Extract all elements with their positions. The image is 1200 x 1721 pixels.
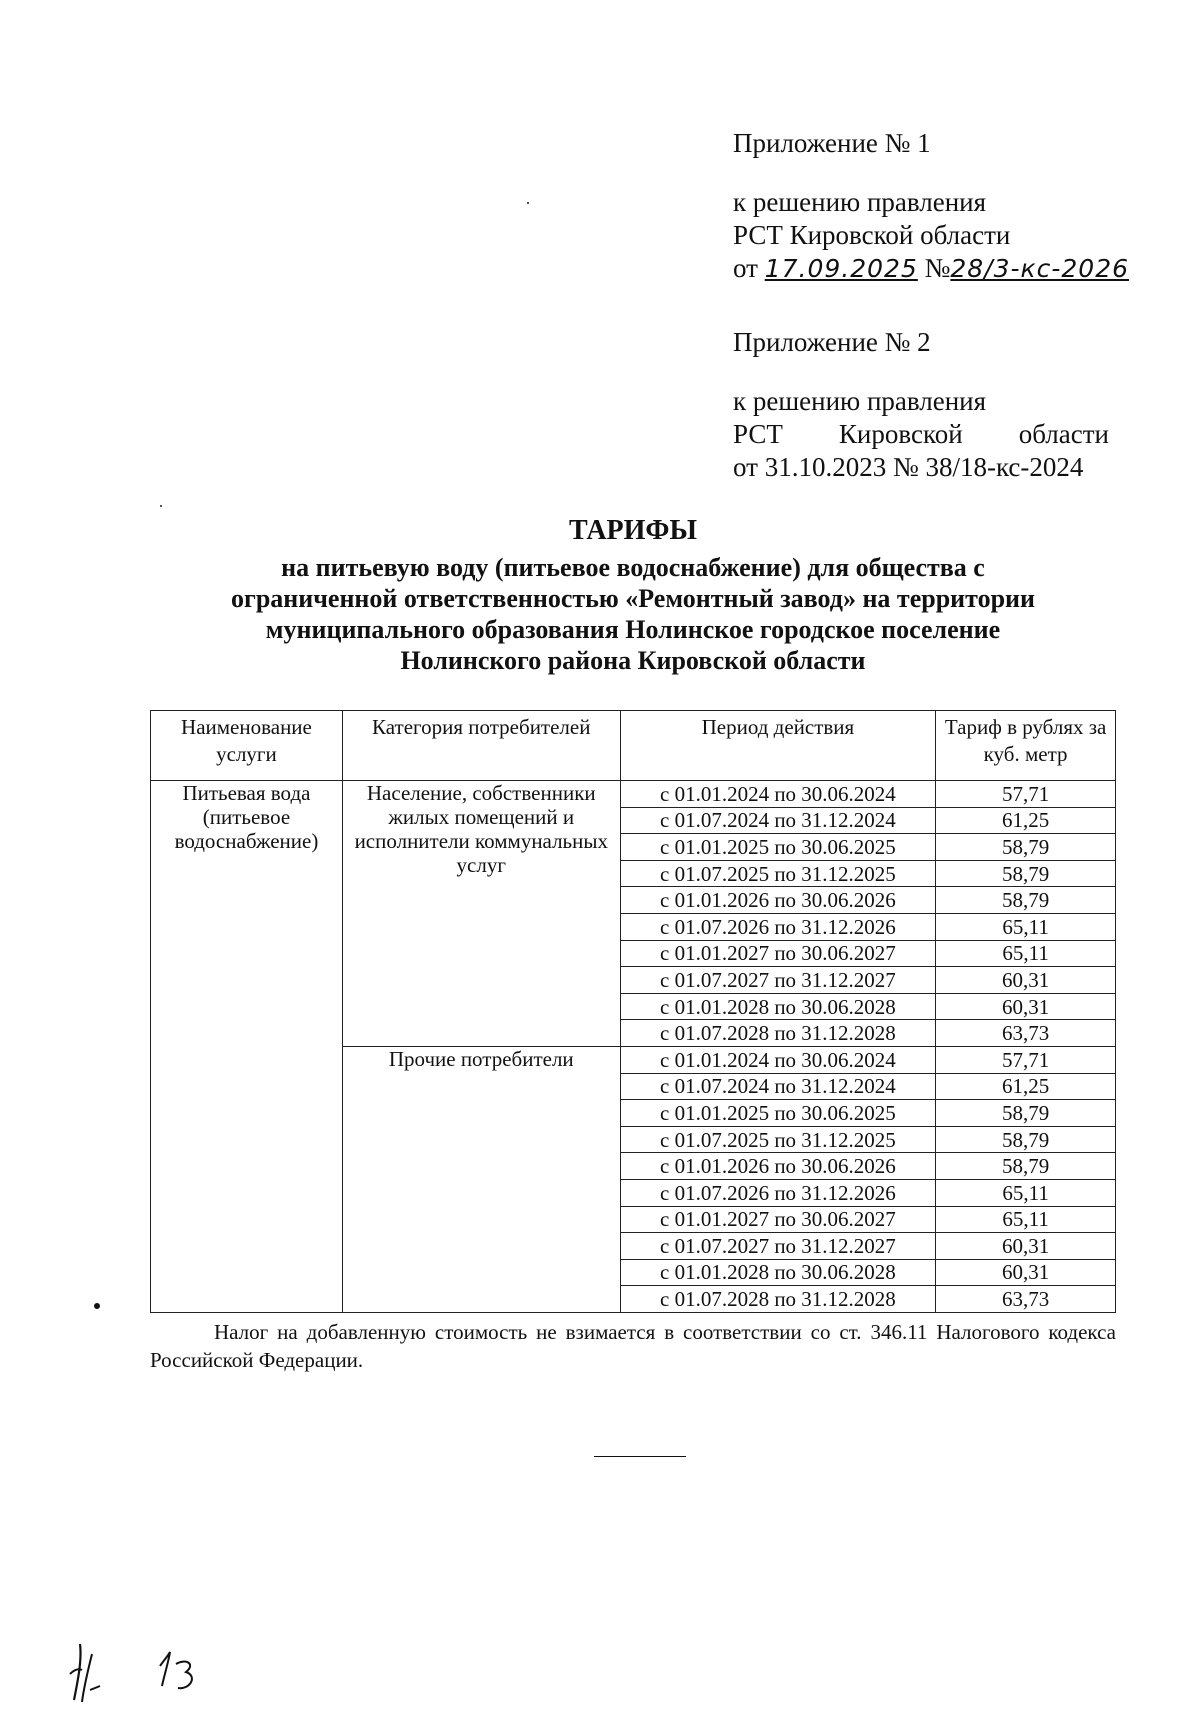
scan-speck — [527, 202, 529, 204]
period-cell: с 01.01.2026 по 30.06.2026 — [620, 887, 936, 914]
period-cell: с 01.01.2027 по 30.06.2027 — [620, 940, 936, 967]
margin-bullet — [94, 1303, 100, 1309]
period-cell: с 01.01.2027 по 30.06.2027 — [620, 1206, 936, 1233]
appendix-1-handwritten-number: 28/3-кс-2026 — [950, 254, 1130, 283]
period-cell: с 01.01.2028 по 30.06.2028 — [620, 993, 936, 1020]
heading-line: муниципального образования Нолинское городское поселение — [265, 615, 1001, 644]
category-cell: Население, собственники жилых помещений и исполнители коммунальных услуг — [342, 781, 620, 1047]
end-rule — [594, 1456, 686, 1457]
appendix-2-date-line: от 31.10.2023 № 38/18-кс-2024 — [733, 452, 1084, 482]
table-row — [151, 781, 1116, 808]
tariff-value-cell: 58,79 — [936, 1126, 1116, 1153]
appendix-1-date-line — [733, 252, 1130, 285]
category-cell: Прочие потребители — [342, 1046, 620, 1312]
period-cell: с 01.07.2026 по 31.12.2026 — [620, 1179, 936, 1206]
period-cell: с 01.07.2028 по 31.12.2028 — [620, 1020, 936, 1047]
heading-line: на питьевую воду (питьевое водоснабжение) для общества с — [281, 553, 985, 582]
tariff-value-cell: 65,11 — [936, 1179, 1116, 1206]
tariff-value-cell: 58,79 — [936, 834, 1116, 861]
period-cell: с 01.01.2028 по 30.06.2028 — [620, 1259, 936, 1286]
tariff-value-cell: 57,71 — [936, 1046, 1116, 1073]
tariff-value-cell: 58,79 — [936, 1153, 1116, 1180]
heading-line: ограниченной ответственностью «Ремонтный завод» на территории — [231, 584, 1035, 613]
appendix-2-authority-word: РСТ — [733, 419, 783, 449]
tariff-value-cell: 60,31 — [936, 1259, 1116, 1286]
tariff-value-cell: 61,25 — [936, 1073, 1116, 1100]
period-cell: с 01.07.2028 по 31.12.2028 — [620, 1286, 936, 1313]
tariff-value-cell: 65,11 — [936, 940, 1116, 967]
period-cell: с 01.07.2027 по 31.12.2027 — [620, 1233, 936, 1260]
document-heading — [150, 515, 1116, 676]
table-header-row — [151, 711, 1116, 781]
scan-speck — [160, 505, 162, 507]
period-cell: с 01.07.2025 по 31.12.2025 — [620, 860, 936, 887]
tariff-value-cell: 65,11 — [936, 1206, 1116, 1233]
header-service: Наименование услуги — [151, 711, 343, 781]
appendix-1-authority-line: РСТ Кировской области — [733, 220, 1011, 250]
tariff-value-cell: 63,73 — [936, 1020, 1116, 1047]
period-cell: с 01.07.2024 по 31.12.2024 — [620, 807, 936, 834]
appendix-1-handwritten-date: 17.09.2025 — [764, 254, 918, 283]
appendix-2-decision-line: к решению правления — [733, 386, 987, 416]
header-category: Категория потребителей — [342, 711, 620, 781]
appendix-1-date-prefix: от — [733, 253, 765, 283]
appendix-2-authority-line — [733, 418, 1109, 451]
tariff-table-body — [151, 781, 1116, 1313]
appendix-2-block — [733, 326, 1113, 484]
tariff-value-cell: 60,31 — [936, 1233, 1116, 1260]
header-period: Период действия — [620, 711, 936, 781]
tariff-value-cell: 60,31 — [936, 993, 1116, 1020]
tariff-value-cell: 60,31 — [936, 967, 1116, 994]
tariff-value-cell: 58,79 — [936, 1100, 1116, 1127]
tariff-table — [150, 710, 1116, 1313]
period-cell: с 01.07.2024 по 31.12.2024 — [620, 1073, 936, 1100]
heading-title: ТАРИФЫ — [569, 515, 697, 546]
heading-line: Нолинского района Кировской области — [400, 646, 866, 675]
period-cell: с 01.01.2026 по 30.06.2026 — [620, 1153, 936, 1180]
handwritten-initials — [52, 1630, 242, 1710]
appendix-1-number-prefix: № — [917, 253, 951, 283]
tariff-value-cell: 58,79 — [936, 860, 1116, 887]
tariff-value-cell: 57,71 — [936, 781, 1116, 808]
period-cell: с 01.01.2025 по 30.06.2025 — [620, 1100, 936, 1127]
period-cell: с 01.07.2026 по 31.12.2026 — [620, 913, 936, 940]
tariff-value-cell: 61,25 — [936, 807, 1116, 834]
header-tariff: Тариф в рублях за куб. метр — [936, 711, 1116, 781]
period-cell: с 01.01.2025 по 30.06.2025 — [620, 834, 936, 861]
period-cell: с 01.07.2027 по 31.12.2027 — [620, 967, 936, 994]
tariff-value-cell: 65,11 — [936, 913, 1116, 940]
tariff-value-cell: 58,79 — [936, 887, 1116, 914]
appendix-2-title: Приложение № 2 — [733, 327, 931, 357]
vat-note: Налог на добавленную стоимость не взимается в соответствии со ст. 346.11 Налогового кодекса Российской Федерации. — [150, 1320, 1116, 1372]
service-name-cell: Питьевая вода (питьевое водоснабжение) — [151, 781, 343, 1313]
period-cell: с 01.01.2024 по 30.06.2024 — [620, 1046, 936, 1073]
appendix-1-decision-line: к решению правления — [733, 187, 987, 217]
period-cell: с 01.01.2024 по 30.06.2024 — [620, 781, 936, 808]
tariff-value-cell: 63,73 — [936, 1286, 1116, 1313]
appendix-1-title: Приложение № 1 — [733, 128, 931, 158]
appendix-2-authority-word: Кировской — [838, 419, 963, 449]
appendix-1-block — [733, 127, 1130, 285]
period-cell: с 01.07.2025 по 31.12.2025 — [620, 1126, 936, 1153]
appendix-2-authority-word: области — [1018, 419, 1109, 449]
